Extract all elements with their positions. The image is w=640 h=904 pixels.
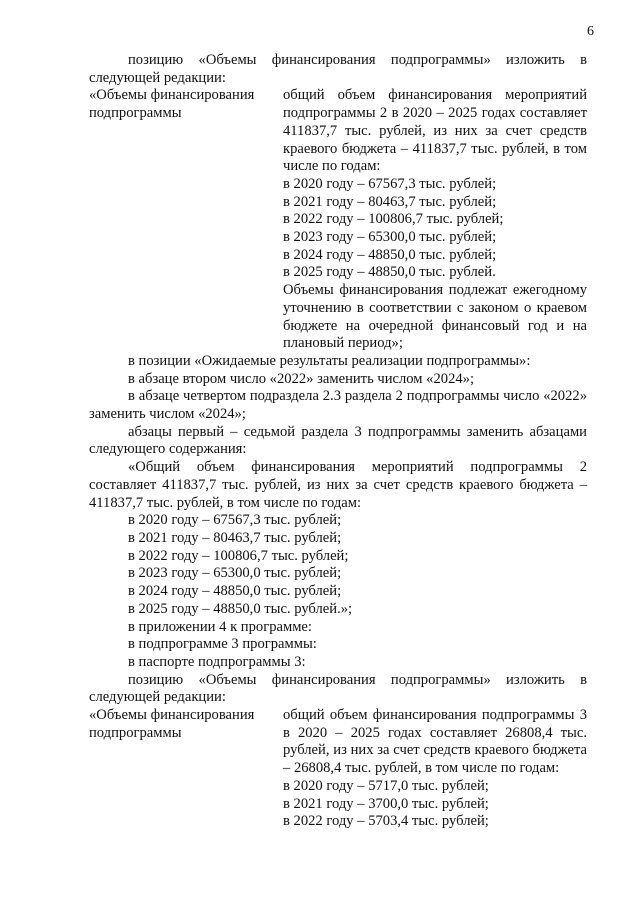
paragraph-intro-2: позицию «Объемы финансирования подпрограммы» изложить в следующей редакции: <box>89 671 587 706</box>
financing-note-1: Объемы финансирования подлежат ежегодному уточнению в соответствии с законом о краевом бюджете на очередной финансовый год и на плановый период»; <box>283 282 587 352</box>
paragraph-results: в позиции «Ожидаемые результаты реализации подпрограммы»: <box>128 352 531 369</box>
year-line: в 2023 году – 65300,0 тыс. рублей; <box>283 229 497 246</box>
financing-content-2 <box>273 707 587 831</box>
financing-label-2: «Объемы финансирования подпрограммы <box>89 707 255 741</box>
quote-year-line: в 2021 году – 80463,7 тыс. рублей; <box>128 529 342 546</box>
financing-block-2 <box>89 707 587 831</box>
page-number: 6 <box>587 24 594 39</box>
financing-total-1: общий объем финансирования мероприятий подпрограммы 2 в 2020 – 2025 годах составляет 411837,7 тыс. рублей, из них за счет средств краевого бюджета – 411837,7 тыс. рублей, в том числе по годам: <box>283 87 587 175</box>
year-line: в 2020 году – 5717,0 тыс. рублей; <box>283 777 489 794</box>
paragraph-abzac-2: в абзаце втором число «2022» заменить числом «2024»; <box>128 370 475 387</box>
paragraph-abzac-4: в абзаце четвертом подраздела 2.3 раздела 2 подпрограммы число «2022» заменить числом «2024»; <box>89 388 587 423</box>
paragraph-passport-3: в паспорте подпрограммы 3: <box>128 653 306 670</box>
financing-total-2: общий объем финансирования подпрограммы 3 в 2020 – 2025 годах составляет 26808,4 тыс. рублей, из них за счет средств краевого бюджета – 26808,4 тыс. рублей, в том числе по годам: <box>283 707 587 777</box>
year-line: в 2025 году – 48850,0 тыс. рублей. <box>283 264 496 281</box>
year-line: в 2022 году – 100806,7 тыс. рублей; <box>283 211 504 228</box>
paragraph-subprogram-3: в подпрограмме 3 программы: <box>128 636 317 653</box>
year-line: в 2022 году – 5703,4 тыс. рублей; <box>283 813 489 830</box>
paragraph-abzacy: абзацы первый – седьмой раздела 3 подпрограммы заменить абзацами следующего содержания: <box>89 423 587 458</box>
year-line: в 2024 году – 48850,0 тыс. рублей; <box>283 246 497 263</box>
quote-year-line: в 2025 году – 48850,0 тыс. рублей.»; <box>128 600 353 617</box>
quote-year-line: в 2024 году – 48850,0 тыс. рублей; <box>128 583 342 600</box>
year-line: в 2020 году – 67567,3 тыс. рублей; <box>283 175 497 192</box>
year-line: в 2021 году – 3700,0 тыс. рублей; <box>283 795 489 812</box>
quote-year-line: в 2023 году – 65300,0 тыс. рублей; <box>128 565 342 582</box>
quote-total: «Общий объем финансирования мероприятий подпрограммы 2 составляет 411837,7 тыс. рублей, из них за счет средств краевого бюджета – 411837,7 тыс. рублей, в том числе по годам: <box>89 459 587 511</box>
quote-year-line: в 2020 году – 67567,3 тыс. рублей; <box>128 512 342 529</box>
quote-year-line: в 2022 году – 100806,7 тыс. рублей; <box>128 547 349 564</box>
paragraph-appendix-4: в приложении 4 к программе: <box>128 618 312 635</box>
financing-block-1 <box>89 87 587 353</box>
financing-label-1: «Объемы финансирования подпрограммы <box>89 87 255 122</box>
year-line: в 2021 году – 80463,7 тыс. рублей; <box>283 193 497 210</box>
document-body <box>89 52 587 831</box>
paragraph-intro-1: позицию «Объемы финансирования подпрограммы» изложить в следующей редакции: <box>89 52 587 86</box>
financing-content-1 <box>273 87 587 353</box>
